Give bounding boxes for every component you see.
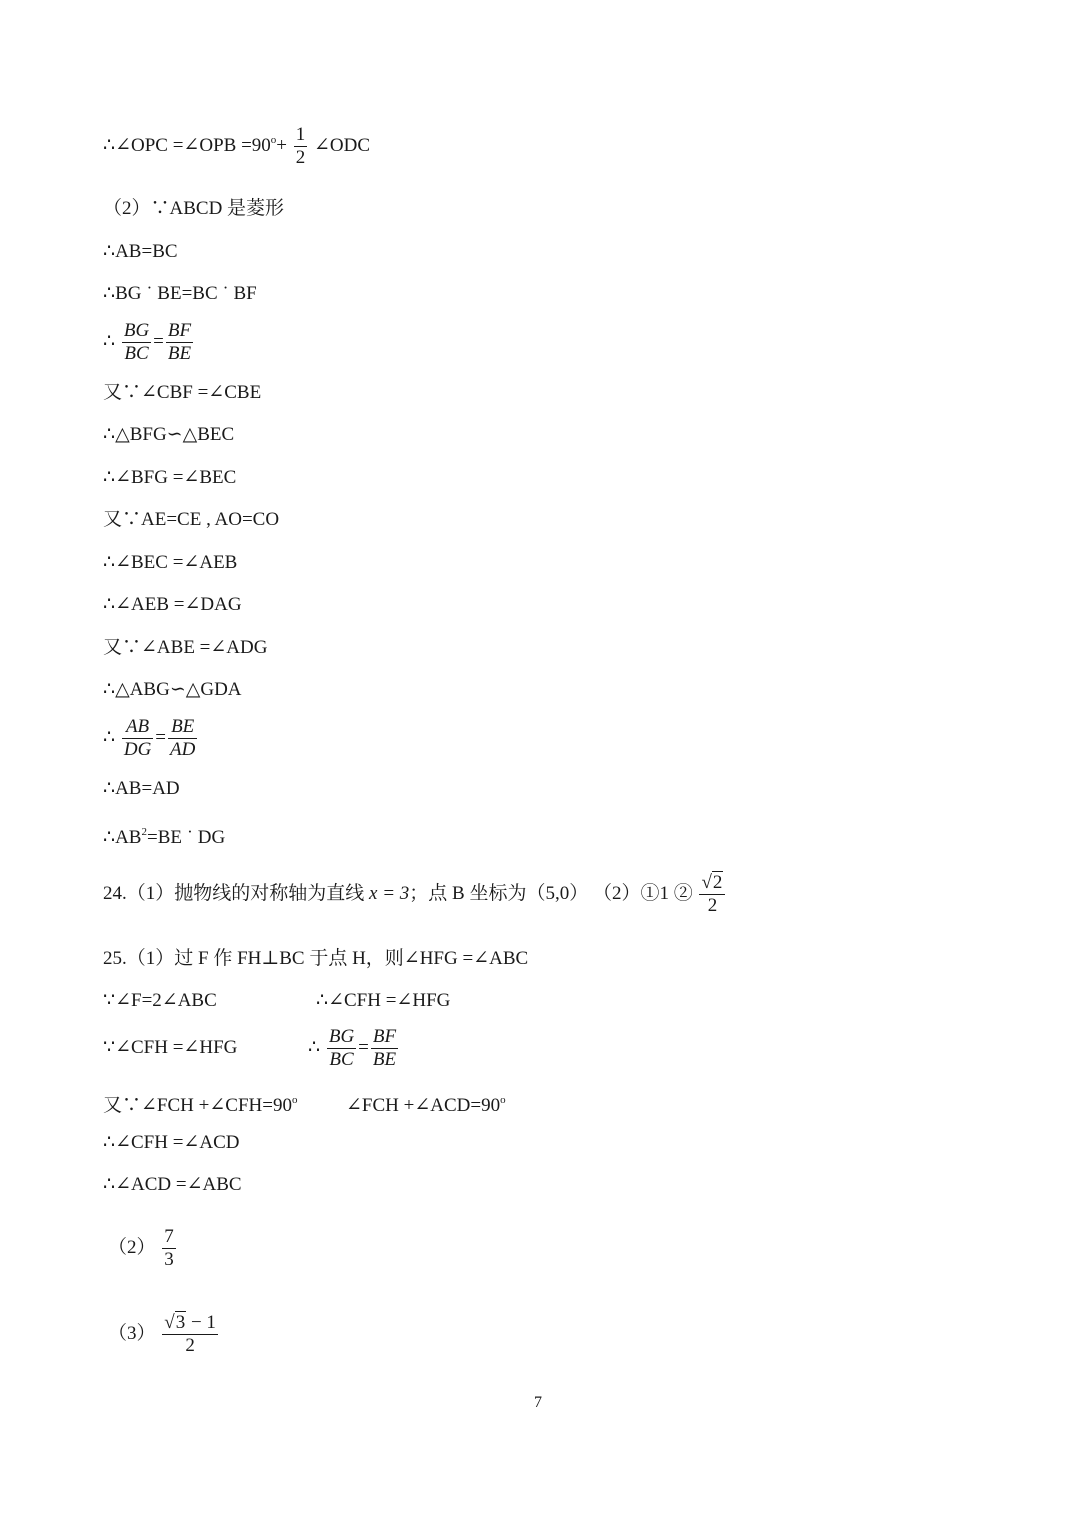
numerator: BG (328, 1026, 355, 1047)
line: ∴AB=AD (103, 778, 180, 799)
text: ∠FCH +∠ACD=90 (346, 1095, 501, 1116)
denominator: 2 (185, 1335, 195, 1356)
denominator: 2 (707, 895, 718, 916)
radicand: 2 (712, 872, 723, 893)
text: ∴ (103, 330, 116, 352)
line: ∴BG ˙ BE=BC ˙ BF (103, 283, 257, 304)
numerator: 7 (164, 1226, 174, 1247)
numerator (699, 872, 725, 895)
text: ∴ (308, 1036, 321, 1058)
text: ∠ODC (314, 134, 371, 156)
line: （2）∵ABCD 是菱形 (103, 198, 285, 219)
line: 25.（1）过 F 作 FH⊥BC 于点 H，则∠HFG =∠ABC (103, 948, 529, 969)
line-opc (103, 124, 370, 169)
denominator: DG (123, 739, 152, 760)
sqrt: √3 (164, 1312, 186, 1333)
numerator: BE (168, 716, 197, 739)
text: 24.（1）抛物线的对称轴为直线 (103, 882, 365, 904)
degree: o (291, 1094, 298, 1106)
page-number: 7 (534, 1394, 542, 1411)
text: ∴ (103, 726, 116, 748)
line-q25-given (103, 989, 217, 1013)
text: ∵∠CFH =∠HFG (103, 1037, 238, 1058)
degree: o (270, 133, 277, 146)
text: ∴∠OPC =∠OPB =90 (103, 134, 271, 156)
denominator: BE (167, 343, 192, 364)
text: 又∵∠FCH +∠CFH=90 (103, 1095, 292, 1116)
text: （2） (108, 1236, 156, 1258)
line: ∴∠ACD =∠ABC (103, 1174, 242, 1195)
exponent: 2 (141, 826, 147, 838)
numerator: BG (123, 320, 150, 341)
fraction (699, 872, 725, 917)
operator: = (358, 1036, 369, 1058)
radicand: 3 (175, 1312, 186, 1333)
denominator: BC (124, 343, 149, 364)
fraction (371, 1026, 398, 1071)
denominator: 2 (295, 147, 306, 168)
text: − 1 (186, 1312, 216, 1333)
numerator (162, 1312, 218, 1335)
denominator: AD (170, 739, 196, 760)
line: ∴△ABG∽△GDA (103, 679, 242, 700)
denominator: BE (372, 1049, 397, 1070)
line: 又∵∠CBF =∠CBE (103, 382, 262, 403)
line-fraction (103, 716, 199, 761)
fraction (168, 716, 197, 761)
sqrt: √2 (701, 872, 723, 893)
operator: = (155, 726, 167, 748)
line: ∴AB=BC (103, 241, 178, 262)
fraction (122, 716, 153, 761)
line-q25-sum (103, 1088, 297, 1118)
fraction (294, 124, 308, 169)
fraction (162, 1226, 176, 1271)
line-answer-3 (108, 1312, 220, 1357)
fraction (166, 320, 193, 365)
text: （3） (108, 1322, 156, 1344)
text: ∴AB (103, 827, 142, 848)
line: ∴∠CFH =∠ACD (103, 1132, 240, 1153)
line: ∴∠BFG =∠BEC (103, 467, 237, 488)
text: ；点 B 坐标为（5,0） （2）①1 ② (409, 882, 693, 904)
fraction (162, 1312, 218, 1357)
operator: = (153, 330, 164, 352)
line-ab-squared (103, 820, 225, 850)
equation: x = 3 (369, 882, 410, 904)
fraction (327, 1026, 356, 1071)
text: + (276, 134, 287, 156)
line: ∴∠BEC =∠AEB (103, 552, 238, 573)
line-answer-2 (108, 1226, 178, 1271)
line: 又∵AE=CE , AO=CO (103, 509, 280, 530)
line-q25-angle (103, 1036, 237, 1060)
text: =BE ˙ DG (146, 827, 226, 848)
line: ∴△BFG∽△BEC (103, 424, 235, 445)
fraction (122, 320, 151, 365)
denominator: 3 (164, 1249, 174, 1270)
numerator: 1 (295, 124, 306, 145)
degree: o (500, 1094, 506, 1106)
line-q25-fraction (308, 1026, 400, 1071)
line: ∴∠AEB =∠DAG (103, 594, 242, 615)
numerator: BF (167, 320, 192, 341)
line-q25-given-b: ∴∠CFH =∠HFG (316, 990, 451, 1011)
line-q24 (103, 872, 727, 917)
denominator: BC (329, 1049, 354, 1070)
numerator: BF (372, 1026, 397, 1047)
line: 又∵∠ABE =∠ADG (103, 637, 268, 658)
line-q25-sum-b (346, 1088, 506, 1118)
numerator: AB (122, 716, 153, 739)
text: ∵∠F=2∠ABC (103, 990, 217, 1011)
line-fraction (103, 320, 195, 365)
